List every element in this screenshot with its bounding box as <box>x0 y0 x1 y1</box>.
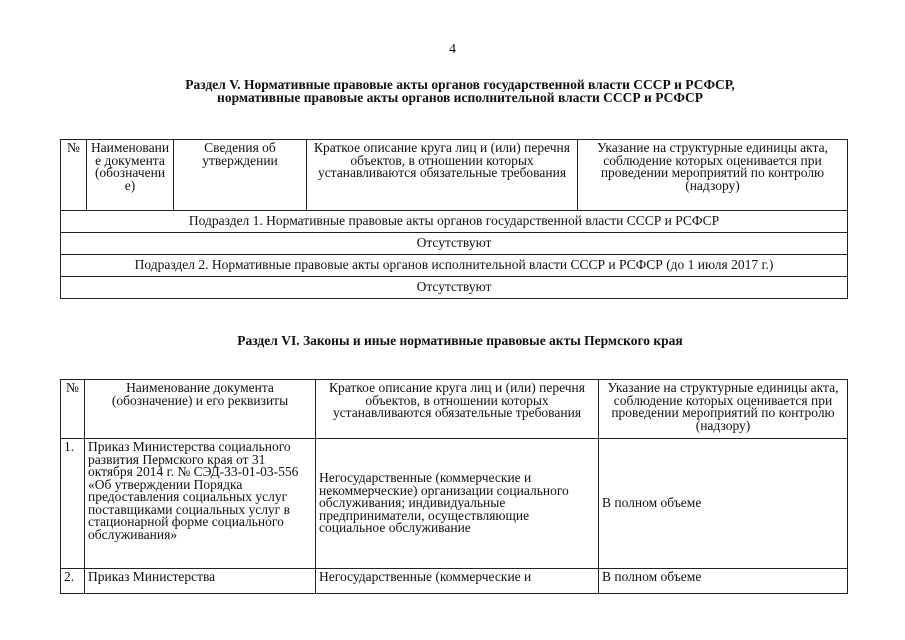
subsection-row <box>61 255 848 277</box>
section-5-table <box>60 139 848 299</box>
header-description: Краткое описание круга лиц и (или) перечня объектов, в отношении которых устанавливаются обязательные требования <box>307 140 578 211</box>
header-document-name: Наименование документа (обозначение) и его реквизиты <box>85 380 316 439</box>
subsection-2-value: Отсутствуют <box>61 277 848 299</box>
subsection-2-title: Подраздел 2. Нормативные правовые акты органов исполнительной власти СССР и РСФСР (до 1 июля 2017 г.) <box>61 255 848 277</box>
table-header-row <box>61 140 848 211</box>
header-approval-info: Сведения об утверждении <box>174 140 307 211</box>
subsection-row <box>61 211 848 233</box>
row-number: 1. <box>61 439 85 569</box>
row-document-name: Приказ Министерства <box>85 569 316 594</box>
header-number: № <box>61 140 87 211</box>
page-number: 4 <box>449 42 456 57</box>
table-row <box>61 439 848 569</box>
header-document-name: Наименование документа (обозначение) <box>87 140 174 211</box>
subsection-row <box>61 277 848 299</box>
header-number: № <box>61 380 85 439</box>
section-6-title: Раздел VI. Законы и иные нормативные правовые акты Пермского края <box>237 333 683 348</box>
header-description: Краткое описание круга лиц и (или) перечня объектов, в отношении которых устанавливаются обязательные требования <box>316 380 599 439</box>
subsection-1-title: Подраздел 1. Нормативные правовые акты органов государственной власти СССР и РСФСР <box>61 211 848 233</box>
row-document-name: Приказ Министерства социального развития Пермского края от 31 октября 2014 г. № СЭД-33-01-03-556 «Об утверждении Порядка предоставления социальных услуг поставщиками социальных услуг в стационарной форме социального обслуживания» <box>85 439 316 569</box>
header-structural-units: Указание на структурные единицы акта, соблюдение которых оценивается при проведении мероприятий по контролю (надзору) <box>599 380 848 439</box>
row-scope: В полном объеме <box>599 569 848 594</box>
table-row <box>61 569 848 594</box>
section-6-table <box>60 379 848 594</box>
subsection-1-value: Отсутствуют <box>61 233 848 255</box>
row-number: 2. <box>61 569 85 594</box>
row-scope: В полном объеме <box>599 439 848 569</box>
row-subjects: Негосударственные (коммерческие и <box>316 569 599 594</box>
row-subjects: Негосударственные (коммерческие и некоммерческие) организации социального обслуживания; индивидуальные предприниматели, осуществляющие социальное обслуживание <box>316 439 599 569</box>
table-header-row <box>61 380 848 439</box>
header-structural-units: Указание на структурные единицы акта, соблюдение которых оценивается при проведении мероприятий по контролю (надзору) <box>578 140 848 211</box>
subsection-row <box>61 233 848 255</box>
section-5-title: Раздел V. Нормативные правовые акты органов государственной власти СССР и РСФСР, нормативные правовые акты органов исполнительной власти СССР и РСФСР <box>185 77 735 105</box>
